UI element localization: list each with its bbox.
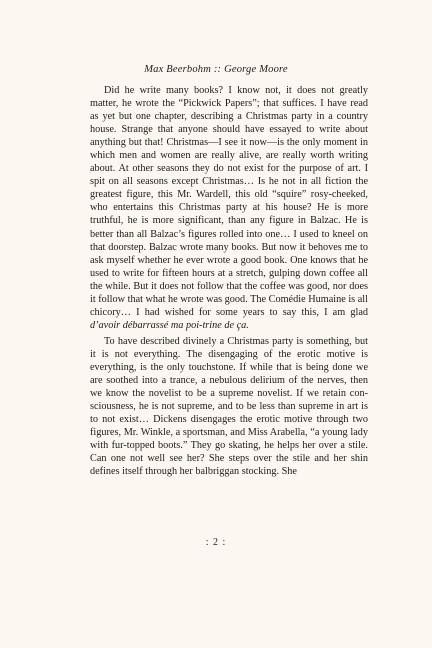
running-head: Max Beerbohm :: George Moore: [144, 64, 288, 75]
paragraph-2: [90, 335, 368, 479]
paragraph-1-text: Did he write many books? I know not, it does not greatly matter, he wrote the “Pickwick Papers”; that suffices. I have read as yet but one chapter, describing a Christmas party in a country house. Strange that anyone should have essayed to write about anything but that! Christmas—I see it now—is the only moment in which men and women are really alive, are really worth writing about. At other seasons they do not exist for the purpose of art. I spit on all seasons except Christmas… Is he not in all fiction the greatest figure, this Mr. Wardell, this old “squire” rosy-cheeked, who entertains this Christmas party at his house? He is more truthful, he is more significant, than any figure in Balzac. He is better than all Balzac’s figures rolled into one… I used to kneel on that doorstep. Balzac wrote many books. But now it behoves me to ask myself whether he ever wrote a good book. One knows that he used to write for fifteen hours at a stretch, gulping down coffee all the while. But it does not follow that the coffee was good, nor does it follow that what he wrote was good. The Comédie Humaine is all chicory… I had wished for some years to say this, I am glad: [90, 85, 368, 318]
body-text: [90, 84, 368, 478]
paragraph-1: [90, 84, 368, 332]
page-number: : 2 :: [205, 537, 227, 548]
paragraph-2-text: To have described divinely a Christmas party is something, but it is not everything. The disengaging of the erotic motive is everything, is the only touchstone. If while that is being done we are soothed into a trance, a nebulous delirium of the nerves, then we know the novelist to be a supreme novelist. If we retain con-sciousness, he is not supreme, and to be less than supreme in art is to not exist… Dickens disengages the erotic motive through two figures, Mr. Winkle, a sportsman, and Miss Arabella, “a young lady with fur-topped boots.” They go skating, he helps her over a stile. Can one not well see her? She steps over the stile and her shin defines itself through her balbriggan stocking. She: [90, 335, 368, 478]
paragraph-1-french-phrase: d’avoir débarrassé ma poi-trine de ça.: [90, 319, 249, 331]
